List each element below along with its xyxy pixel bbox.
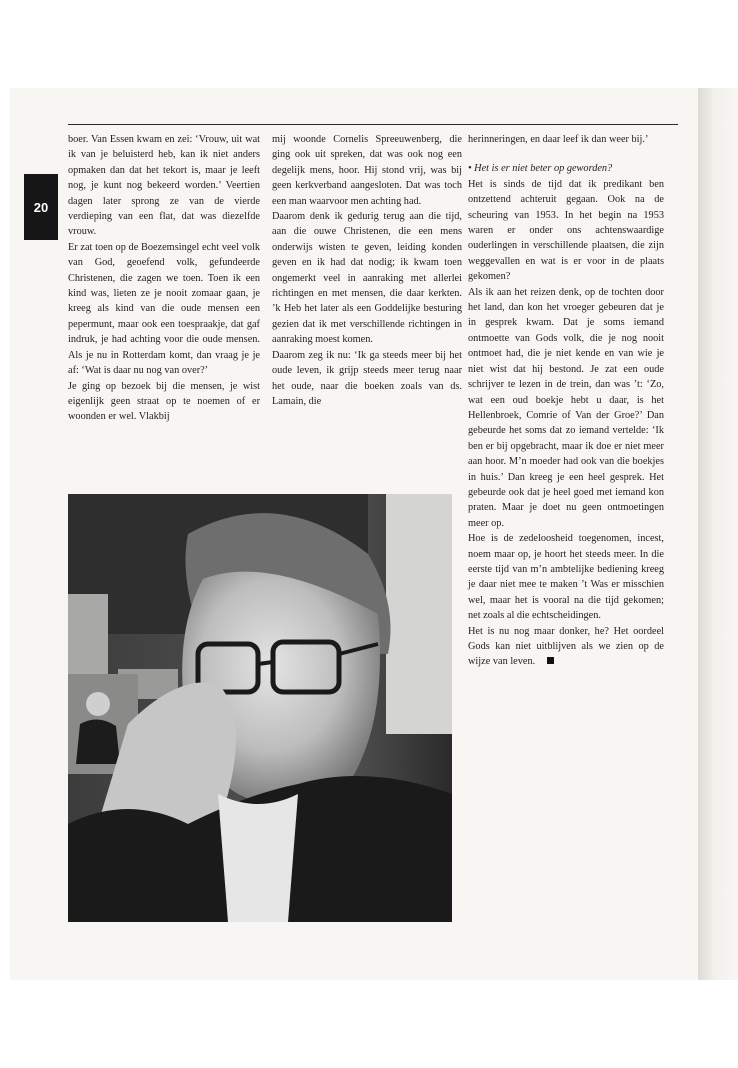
top-rule [68, 124, 678, 125]
page-number: 20 [33, 199, 49, 215]
column-2 [272, 132, 462, 409]
column-3 [468, 132, 664, 670]
paragraph: Daarom denk ik gedurig terug aan die tijd, aan die ouwe Christenen, die een mens onderwijs wisten te geven, leiding konden geven en ik had dat nodig; ik kwam toen ongemerkt veel in aanraking met allerlei richtingen en met mensen, die daar kerkten. ’k Heb het later als een Goddelijke besturing gezien dat ik met verschillende richtingen in aanraking moest komen. [272, 211, 462, 346]
scanned-page [10, 88, 738, 980]
magazine-page [10, 88, 699, 980]
closing-paragraph [468, 624, 664, 670]
paragraph: Je ging op bezoek bij die mensen, je wist eigenlijk geen straat op te noemen of er woonden er wel. Vlakbij [68, 380, 260, 423]
page-number-tab [24, 174, 58, 240]
paragraph: boer. Van Essen kwam en zei: ‘Vrouw, uit wat ik van je beluisterd heb, kan ik niet anders opmaken dan dat het tekort is, maar je leeft nog, je kunt nog bekeerd worden.’ Veertien dagen later sprong ze van de vierde verdieping van een flat, dat was diezelfde vrouw. [68, 134, 260, 238]
portrait-photo [68, 494, 452, 922]
paragraph: herinneringen, en daar leef ik dan weer bij.’ [468, 134, 649, 145]
portrait-illustration [68, 494, 452, 922]
paragraph: Daarom zeg ik nu: ‘Ik ga steeds meer bij het oude leven, ik grijp steeds meer terug naar het oude, naar die boeken zoals van ds. Lamain, die [272, 349, 462, 407]
column-1 [68, 132, 260, 425]
paragraph: Er zat toen op de Boezemsingel echt veel volk van God, geoefend volk, gefundeerde Christenen, die zagen we toen. Toen ik een kind was, lieten ze je nooit zomaar gaan, je kreeg als kind van die oude mensen een pepermunt, maar ook een toespraakje, dat gaf indruk, je had achting voor die oude mensen. Als je nu in Rotterdam komt, dan vraag je je af: ‘Wat is daar nu nog van over?’ [68, 241, 260, 377]
closing-text: Het is nu nog maar donker, he? Het oordeel Gods kan niet uitblijven als we zien op de wijze van leven. [468, 625, 664, 668]
paragraph: Hoe is de zedeloosheid toegenomen, incest, noem maar op, je hoort het steeds meer. In die eerste tijd van m’n ambtelijke bediening kreeg je daar niet mee te maken ’t Was er misschien wel, maar het is vooral na die tijd gekomen; net zoals al die echtscheidingen. [468, 533, 664, 622]
paragraph: Het is sinds de tijd dat ik predikant ben ontzettend achteruit gegaan. Ook na de scheuring van 1953. In het begin na 1953 waren er onder ons achtenswaardige ouderlingen in verschillende plaatsen, die zijn weggevallen en wat is er voor in de plaats gekomen? [468, 178, 664, 283]
page-edge [698, 88, 738, 980]
interview-question: • Het is er niet beter op geworden? [468, 163, 613, 175]
paragraph: mij woonde Cornelis Spreeuwenberg, die ging ook uit spreken, dat was ook nog een degelijk mens, hoor. Hij stond vrij, was bij geen kerkverband aangesloten. Dat was toch een man waarvoor men achting had. [272, 134, 462, 207]
paragraph: Als ik aan het reizen denk, op de tochten door het land, dan kon het vroeger gebeuren dat je in gesprek kwam. Dat je soms iemand ontmoette van Gods volk, die je nog nooit ontmoet had, die je niet kende en van wie je niet wist dat hij bestond. Je zat een oude schrijver te lezen in de trein, dan was ’t: ‘Zo, wat een oud boekje hebt u daar, is het Hellenbroek, Comrie of Van der Groe?’ Dan gebeurde het soms dat zo iemand vertelde: ‘Ik ben er bij opgebracht, maar ik doe er niet meer aan hoor. M’n moeder had ook van die boekjes in huis.’ Dan kreeg je een heel gesprek. Het gebeurde ook dat je heel goed met iemand kon praten. Maar je doet nu geen ontmoetingen meer op. [468, 286, 664, 529]
end-mark-icon [547, 657, 554, 664]
